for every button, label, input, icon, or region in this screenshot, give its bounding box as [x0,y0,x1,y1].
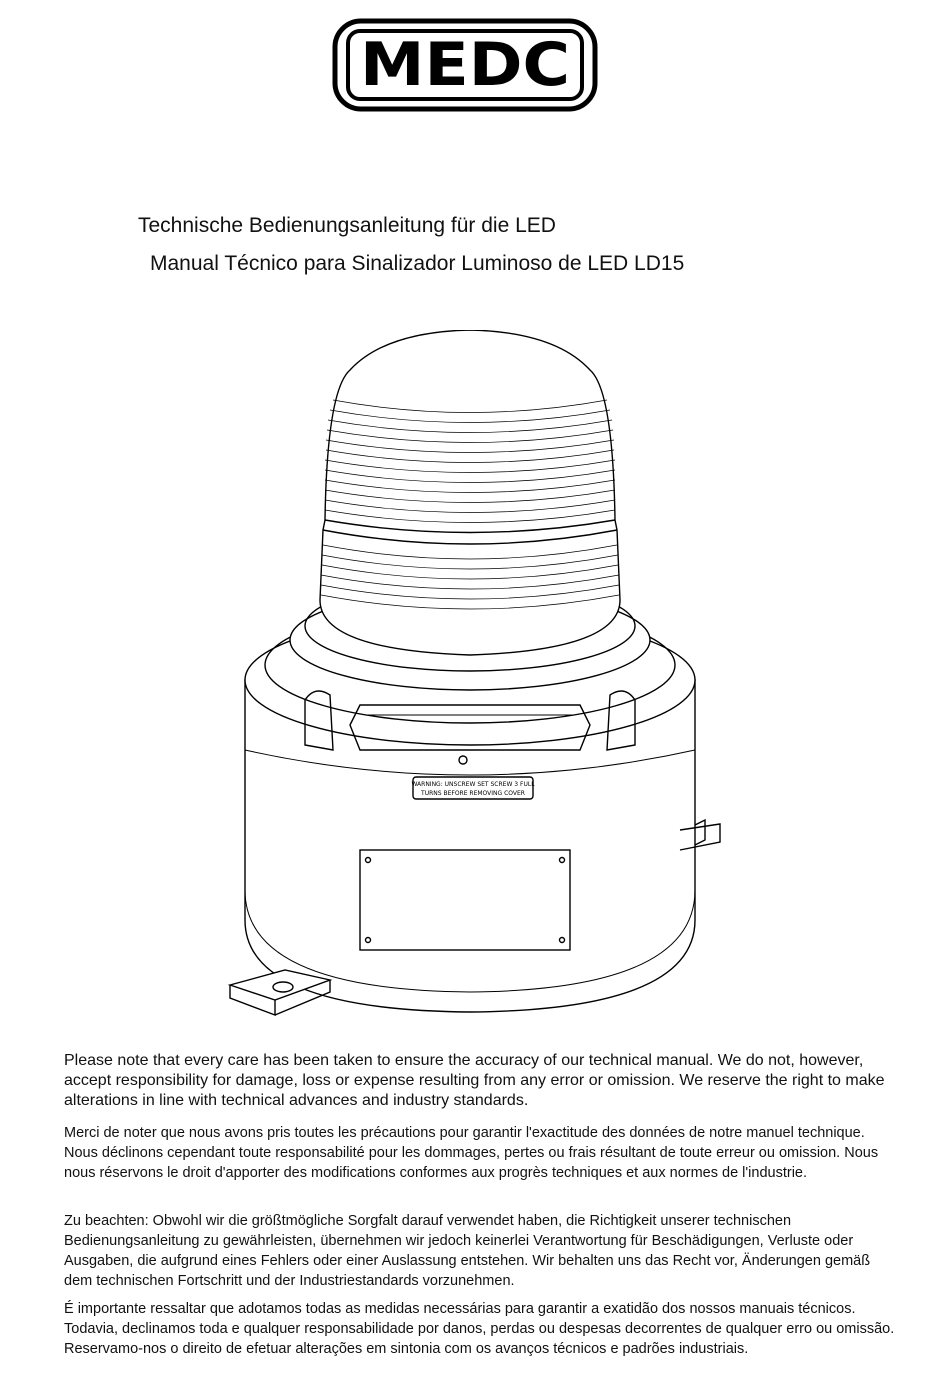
beacon-drawing [215,330,725,1030]
title-german: Technische Bedienungsanleitung für die LED [138,214,556,237]
disclaimer-english: Please note that every care has been taken to ensure the accuracy of our technical manual. We do not, however, accept responsibility for damage, loss or expense resulting from any error or omission. We reserve the right to make alterations in line with technical advances and industry standards. [64,1052,885,1109]
logo-text: MEDC [360,30,570,100]
medc-logo [332,18,598,112]
warning-label-line1: WARNING: UNSCREW SET SCREW 3 FULL [411,781,535,788]
disclaimer-german: Zu beachten: Obwohl wir die größtmögliche Sorgfalt darauf verwendet haben, die Richtigkeit unserer technischen Bedienungsanleitung zu gewährleisten, übernehmen wir jedoch keinerlei Verantwortung für Beschädigungen, Verluste oder Ausgaben, die aufgrund eines Fehlers oder einer Auslassung entstehen. Wir behalten uns das Recht vor, Änderungen gemäß dem technischen Fortschritt und der Industriestandards vorzunehmen. [64,1213,871,1289]
disclaimer-french: Merci de noter que nous avons pris toutes les précautions pour garantir l'exactitude des données de notre manuel technique. Nous déclinons cependant toute responsabilité pour les dommages, pertes ou frais résultant de toute erreur ou omission. Nous nous réservons le droit d'apporter des modifications conformes aux progrès techniques et aux normes de l'industrie. [64,1125,879,1181]
disclaimer-portuguese: É importante ressaltar que adotamos todas as medidas necessárias para garantir a exatidão dos nossos manuais técnicos. Todavia, declinamos toda e qualquer responsabilidade por danos, perdas ou despesas decorrentes de qualquer erro ou omissão. Reservamo-nos o direito de efetuar alterações em sintonia com os avanços técnicos e padrões industriais. [64,1301,895,1357]
warning-label-line2: TURNS BEFORE REMOVING COVER [421,790,525,797]
title-portuguese: Manual Técnico para Sinalizador Luminoso de LED LD15 [150,252,685,275]
